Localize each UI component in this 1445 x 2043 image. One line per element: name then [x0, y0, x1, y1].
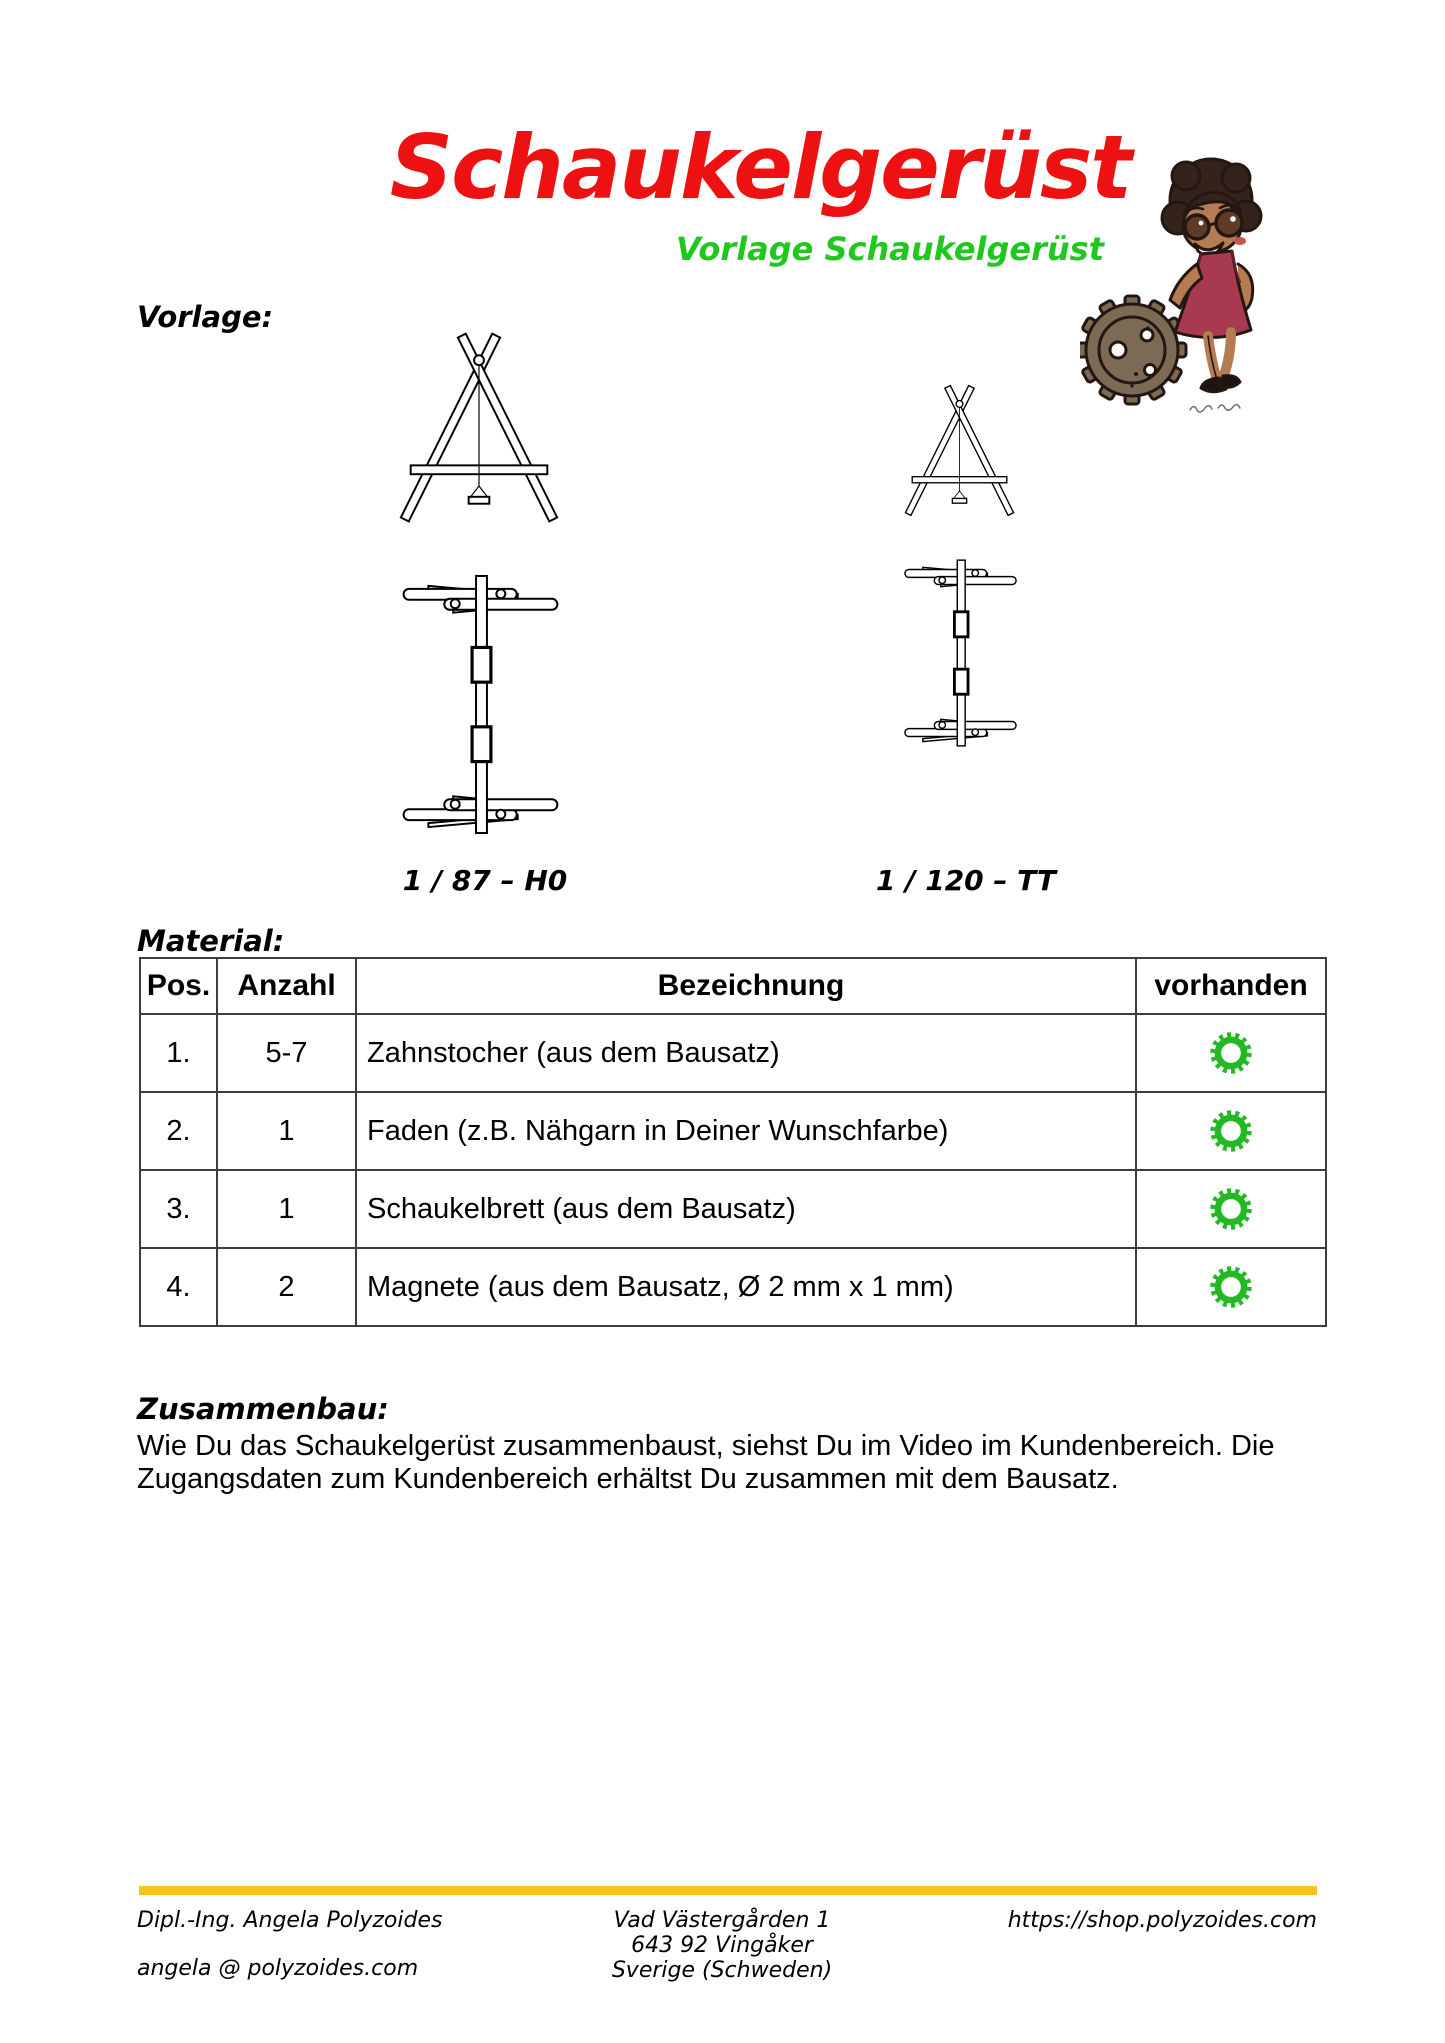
column-header-vorhanden: vorhanden	[1136, 958, 1326, 1014]
cell-anzahl: 1	[217, 1170, 356, 1248]
page-title: Schaukelgerüst	[389, 116, 1131, 219]
gear-icon	[1207, 1185, 1255, 1233]
cell-bezeichnung: Faden (z.B. Nähgarn in Deiner Wunschfarbe)	[356, 1092, 1136, 1170]
table-row	[140, 1248, 1326, 1326]
footer-address	[472, 1908, 972, 1983]
column-header-anzahl: Anzahl	[217, 958, 356, 1014]
gear-graphic	[1080, 296, 1186, 404]
footer-divider	[139, 1886, 1317, 1895]
cell-pos: 1.	[140, 1014, 217, 1092]
cell-anzahl: 5-7	[217, 1014, 356, 1092]
artist-signature	[1190, 405, 1240, 412]
scale-label-tt: 1 / 120 – TT	[876, 864, 1056, 897]
column-header-pos: Pos.	[140, 958, 217, 1014]
vorlage-section-label: Vorlage:	[137, 300, 274, 334]
gear-icon	[1207, 1029, 1255, 1077]
cell-pos: 4.	[140, 1248, 217, 1326]
table-row	[140, 1170, 1326, 1248]
column-header-bezeichnung: Bezeichnung	[356, 958, 1136, 1014]
cell-pos: 3.	[140, 1170, 217, 1248]
footer-address-country: Sverige (Schweden)	[611, 1958, 833, 1983]
zusammenbau-text: Wie Du das Schaukelgerüst zusammenbaust, siehst Du im Video im Kundenbereich. Die Zugangsdaten zum Kundenbereich erhältst Du zusammen mit dem Bausatz.	[137, 1430, 1275, 1495]
cell-pos: 2.	[140, 1092, 217, 1170]
footer-shop-url[interactable]: https://shop.polyzoides.com	[1007, 1908, 1317, 1933]
page-subtitle: Vorlage Schaukelgerüst	[675, 230, 1104, 268]
cell-anzahl: 1	[217, 1092, 356, 1170]
table-header-row	[140, 958, 1326, 1014]
swing-frame-top-view-h0	[398, 573, 563, 836]
swing-frame-front-view-h0	[393, 330, 565, 528]
table-row	[140, 1014, 1326, 1092]
swing-frame-top-view-tt	[901, 558, 1020, 748]
scale-label-h0: 1 / 87 – H0	[402, 864, 568, 897]
zusammenbau-section-label: Zusammenbau:	[137, 1392, 389, 1426]
footer-address-street: Vad Västergården 1	[613, 1908, 831, 1933]
cell-bezeichnung: Zahnstocher (aus dem Bausatz)	[356, 1014, 1136, 1092]
footer-address-city: 643 92 Vingåker	[631, 1933, 813, 1958]
mascot-girl-with-gear-illustration	[1080, 142, 1290, 432]
cell-anzahl: 2	[217, 1248, 356, 1326]
footer-author: Dipl.-Ing. Angela Polyzoides	[137, 1908, 443, 1933]
swing-frame-front-view-tt	[900, 383, 1019, 520]
material-table	[139, 957, 1327, 1327]
gear-icon	[1207, 1263, 1255, 1311]
gear-icon	[1207, 1107, 1255, 1155]
footer-email[interactable]: angela @ polyzoides.com	[137, 1956, 419, 1981]
material-section-label: Material:	[137, 924, 285, 958]
cell-bezeichnung: Magnete (aus dem Bausatz, Ø 2 mm x 1 mm)	[356, 1248, 1136, 1326]
cell-bezeichnung: Schaukelbrett (aus dem Bausatz)	[356, 1170, 1136, 1248]
table-row	[140, 1092, 1326, 1170]
